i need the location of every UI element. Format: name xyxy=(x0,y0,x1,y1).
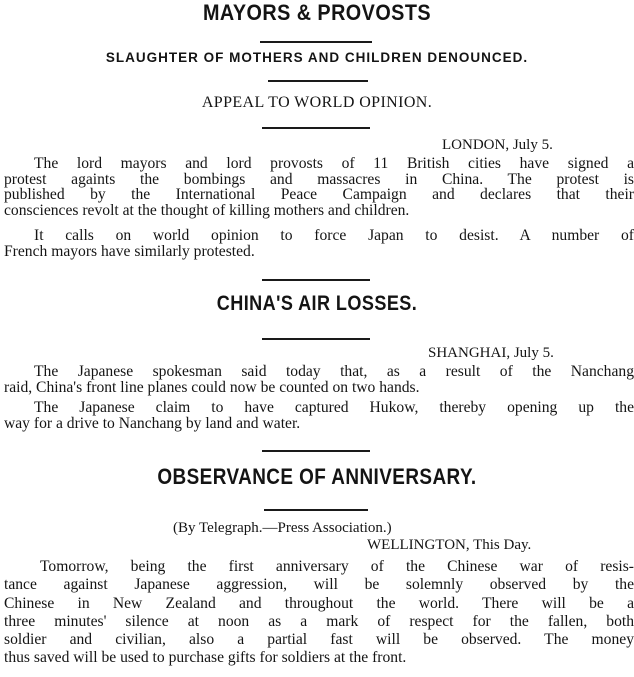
divider-rule xyxy=(262,450,370,452)
text-line: The Japanese claim to have captured Hukow, thereby opening up the xyxy=(34,399,634,416)
text-line: soldier and civilian, also a partial fast will be observed. The money xyxy=(4,631,634,649)
text-line: three minutes' silence at noon as a mark of respect for the fallen, both xyxy=(4,612,634,630)
text-line: way for a drive to Nanchang by land and water. xyxy=(4,414,301,432)
text-line: French mayors have similarly protested. xyxy=(4,242,255,260)
divider-rule xyxy=(260,41,372,43)
article2-paragraph-2 xyxy=(4,400,634,431)
article1-paragraph-2 xyxy=(4,228,634,259)
divider-rule xyxy=(268,80,368,82)
text-line: consciences revolt at the thought of killing mothers and children. xyxy=(4,201,410,219)
text-line: published by the International Peace Campaign and declares that their xyxy=(4,186,634,204)
text-line: Chinese in New Zealand and throughout the world. There will be a xyxy=(4,594,634,612)
headline-mayors-provosts: MAYORS & PROVOSTS xyxy=(202,0,432,25)
divider-rule xyxy=(262,127,370,129)
text-line: protest againts the bombings and massacres in China. The protest is xyxy=(4,170,634,188)
article3-paragraph-1 xyxy=(4,558,634,668)
divider-rule xyxy=(262,338,370,340)
subhead-slaughter: SLAUGHTER OF MOTHERS AND CHILDREN DENOUNCED. xyxy=(105,50,529,65)
divider-rule xyxy=(264,509,368,511)
byline-press-association: (By Telegraph.—Press Association.) xyxy=(173,520,392,536)
dateline-london: LONDON, July 5. xyxy=(442,137,553,153)
article2-paragraph-1 xyxy=(4,364,634,395)
text-line: tance against Japanese aggression, will be solemnly observed by the xyxy=(4,576,634,594)
text-line: thus saved will be used to purchase gifts for soldiers at the front. xyxy=(4,649,407,667)
dateline-shanghai: SHANGHAI, July 5. xyxy=(428,345,554,361)
text-line: raid, China's front line planes could now be counted on two hands. xyxy=(4,378,420,396)
article1-paragraph-1 xyxy=(4,156,634,218)
dateline-wellington: WELLINGTON, This Day. xyxy=(367,537,532,553)
headline-china-air-losses: CHINA'S AIR LOSSES. xyxy=(216,292,418,315)
headline-observance-anniversary: OBSERVANCE OF ANNIVERSARY. xyxy=(157,464,477,489)
subhead-appeal: APPEAL TO WORLD OPINION. xyxy=(201,94,433,111)
text-line: Tomorrow, being the first anniversary of the Chinese war of resis- xyxy=(40,558,634,575)
text-line: It calls on world opinion to force Japan to desist. A number of xyxy=(34,227,634,244)
text-line: The lord mayors and lord provosts of 11 British cities have signed a xyxy=(34,155,634,172)
divider-rule xyxy=(262,279,370,281)
text-line: The Japanese spokesman said today that, as a result of the Nanchang xyxy=(34,363,634,380)
